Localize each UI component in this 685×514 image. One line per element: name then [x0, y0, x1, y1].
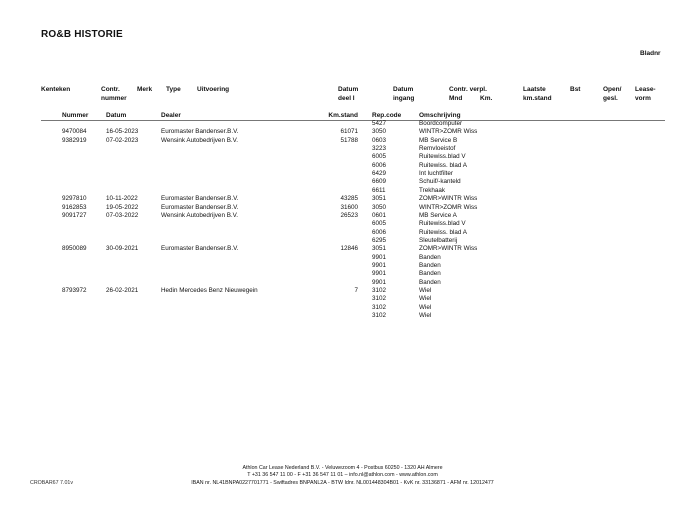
row-kmstand: 26523 — [340, 211, 358, 219]
table-row — [0, 204, 685, 212]
table-row — [0, 153, 685, 161]
row-nummer: 9470084 — [62, 128, 87, 136]
table-row — [0, 120, 685, 128]
row-repcode: 3102 — [372, 287, 387, 294]
row-kmstand: 51788 — [340, 136, 358, 144]
row-dealer: Wensink Autobedrijven B.V. — [161, 136, 239, 144]
page-title: RO&B HISTORIE — [41, 29, 123, 40]
row-omschrijving: Wiel — [419, 295, 432, 303]
table-row — [0, 170, 685, 178]
header-nummer: Nummer — [62, 112, 89, 119]
row-omschrijving: Remvloeistof — [419, 145, 456, 153]
row-repcode: 6005 — [372, 153, 387, 161]
row-repcode: 6005 — [372, 220, 387, 228]
row-nummer: 9297810 — [62, 195, 87, 203]
header-contr: Contr. — [101, 86, 120, 93]
table-row — [0, 145, 685, 153]
row-omschrijving: Ruitewiss. blad A — [419, 161, 467, 169]
row-omschrijving: WINTR>ZOMR Wiss — [419, 203, 478, 211]
header-contr-verpl: Contr. verpl. — [449, 86, 487, 93]
row-nummer: 8793972 — [62, 287, 87, 294]
header-lease: Lease- — [635, 86, 656, 93]
header-km: Km. — [480, 95, 493, 102]
header-datum-ingang: Datum — [393, 86, 414, 93]
table-row — [0, 137, 685, 145]
row-dealer: Euromaster Bandenser.B.V. — [161, 245, 239, 253]
header-uitvoering: Uitvoering — [197, 86, 230, 93]
row-dealer: Euromaster Bandenser.B.V. — [161, 203, 239, 211]
row-nummer: 9162853 — [62, 203, 87, 211]
row-omschrijving: Banden — [419, 261, 441, 269]
row-repcode: 3050 — [372, 203, 387, 211]
header-laatste: Laatste — [523, 86, 546, 93]
row-repcode: 9901 — [372, 270, 387, 278]
bladnr-label: Bladnr — [640, 50, 661, 57]
row-datum: 30-09-2021 — [106, 245, 139, 253]
row-omschrijving: Wiel — [419, 312, 432, 320]
row-repcode: 3051 — [372, 245, 387, 253]
table-row — [0, 270, 685, 278]
row-dealer: Euromaster Bandenser.B.V. — [161, 128, 239, 136]
row-repcode: 6006 — [372, 228, 387, 236]
table-row — [0, 178, 685, 186]
row-repcode: 9901 — [372, 261, 387, 269]
table-row — [0, 229, 685, 237]
row-dealer: Euromaster Bandenser.B.V. — [161, 195, 239, 203]
row-kmstand: 7 — [354, 287, 358, 294]
header-gesl: gesl. — [603, 95, 618, 102]
table-row — [0, 262, 685, 270]
table-row — [0, 312, 685, 320]
header-datum-deel: Datum — [338, 86, 359, 93]
row-datum: 16-05-2023 — [106, 128, 139, 136]
table-row — [0, 237, 685, 245]
row-repcode: 3102 — [372, 295, 387, 303]
form-version: CROBAR67 7.01v — [30, 480, 73, 486]
header-contr-nummer: nummer — [101, 95, 127, 102]
row-kmstand: 43285 — [340, 195, 358, 203]
header-ingang: ingang — [393, 95, 415, 102]
header-repcode: Rep.code — [372, 112, 402, 119]
row-repcode: 5427 — [372, 120, 387, 127]
header-dealer: Dealer — [161, 112, 181, 119]
row-repcode: 9901 — [372, 253, 387, 261]
header-vorm: vorm — [635, 95, 651, 102]
row-repcode: 6609 — [372, 178, 387, 186]
row-omschrijving: Banden — [419, 278, 441, 286]
footer-registration: IBAN nr. NL41BNPA0227701771 - Swiftadres BNPANL2A - BTW Idnr. NL001448304B01 - KvK nr. 33136871 - AFM nr. 12012477 — [191, 480, 494, 486]
row-repcode: 6006 — [372, 161, 387, 169]
row-omschrijving: ZOMR>WINTR Wiss — [419, 195, 478, 203]
header-merk: Merk — [137, 86, 153, 93]
header-datum-col: Datum — [106, 112, 127, 119]
row-datum: 07-03-2022 — [106, 211, 139, 219]
header-omschrijving: Omschrijving — [419, 112, 461, 119]
row-repcode: 3102 — [372, 303, 387, 311]
row-kmstand: 12846 — [340, 245, 358, 253]
header-type: Type — [166, 86, 181, 93]
row-omschrijving: Int luchtfilter — [419, 170, 453, 178]
row-datum: 10-11-2022 — [106, 195, 138, 203]
row-omschrijving: Ruitewiss. blad A — [419, 228, 467, 236]
row-repcode: 0601 — [372, 211, 387, 219]
row-omschrijving: Trekhaak — [419, 186, 446, 194]
row-repcode: 3223 — [372, 145, 387, 153]
header-deel-i: deel I — [338, 95, 355, 102]
table-row — [0, 220, 685, 228]
row-repcode: 3050 — [372, 128, 387, 136]
row-repcode: 6429 — [372, 170, 387, 178]
row-omschrijving: Sleutelbatterij — [419, 236, 458, 244]
row-repcode: 3051 — [372, 195, 387, 203]
header-mnd: Mnd — [449, 95, 463, 102]
table-row — [0, 254, 685, 262]
row-repcode: 9901 — [372, 278, 387, 286]
table-row — [0, 212, 685, 220]
row-datum: 07-02-2023 — [106, 136, 139, 144]
table-row — [0, 245, 685, 253]
row-omschrijving: Ruitewiss.blad V — [419, 153, 466, 161]
row-datum: 19-05-2022 — [106, 203, 139, 211]
row-dealer: Wensink Autobedrijven B.V. — [161, 211, 239, 219]
table-row — [0, 287, 685, 295]
header-km-stand: km.stand — [523, 95, 552, 102]
table-row — [0, 195, 685, 203]
row-datum: 26-02-2021 — [106, 287, 139, 294]
row-omschrijving: Schuif/-kanteld — [419, 178, 461, 186]
row-omschrijving: MB Service A — [419, 211, 457, 219]
header-kmstand-col: Km.stand — [328, 112, 358, 119]
row-repcode: 6611 — [372, 186, 386, 194]
row-omschrijving: Banden — [419, 253, 441, 261]
row-repcode: 0603 — [372, 136, 387, 144]
footer-address: Athlon Car Lease Nederland B.V. - Veluwezoom 4 - Postbus 60250 - 1320 AH Almere — [242, 465, 443, 471]
row-nummer: 9091727 — [62, 211, 87, 219]
row-omschrijving: Wiel — [419, 303, 432, 311]
row-omschrijving: Wiel — [419, 287, 432, 294]
table-row — [0, 128, 685, 136]
footer-contact: T +31 36 547 11 00 - F +31 36 547 11 01 – info.nl@athlon.com - www.athlon.com — [247, 472, 438, 478]
row-omschrijving: Ruitewiss.blad V — [419, 220, 466, 228]
table-row — [0, 279, 685, 287]
row-dealer: Hedin Mercedes Benz Nieuwegein — [161, 287, 258, 294]
row-kmstand: 61071 — [340, 128, 358, 136]
row-repcode: 6295 — [372, 236, 387, 244]
row-kmstand: 31600 — [340, 203, 358, 211]
row-repcode: 3102 — [372, 312, 387, 320]
row-omschrijving: ZOMR>WINTR Wiss — [419, 245, 478, 253]
table-row — [0, 162, 685, 170]
row-omschrijving: WINTR>ZOMR Wiss — [419, 128, 478, 136]
row-omschrijving: Boordcomputer — [419, 120, 463, 127]
row-omschrijving: MB Service B — [419, 136, 458, 144]
header-open: Open/ — [603, 86, 622, 93]
header-kenteken: Kenteken — [41, 86, 71, 93]
row-omschrijving: Banden — [419, 270, 441, 278]
header-bst: Bst — [570, 86, 581, 93]
table-row — [0, 187, 685, 195]
table-row — [0, 304, 685, 312]
row-nummer: 8950089 — [62, 245, 87, 253]
row-nummer: 9382919 — [62, 136, 87, 144]
table-row — [0, 295, 685, 303]
